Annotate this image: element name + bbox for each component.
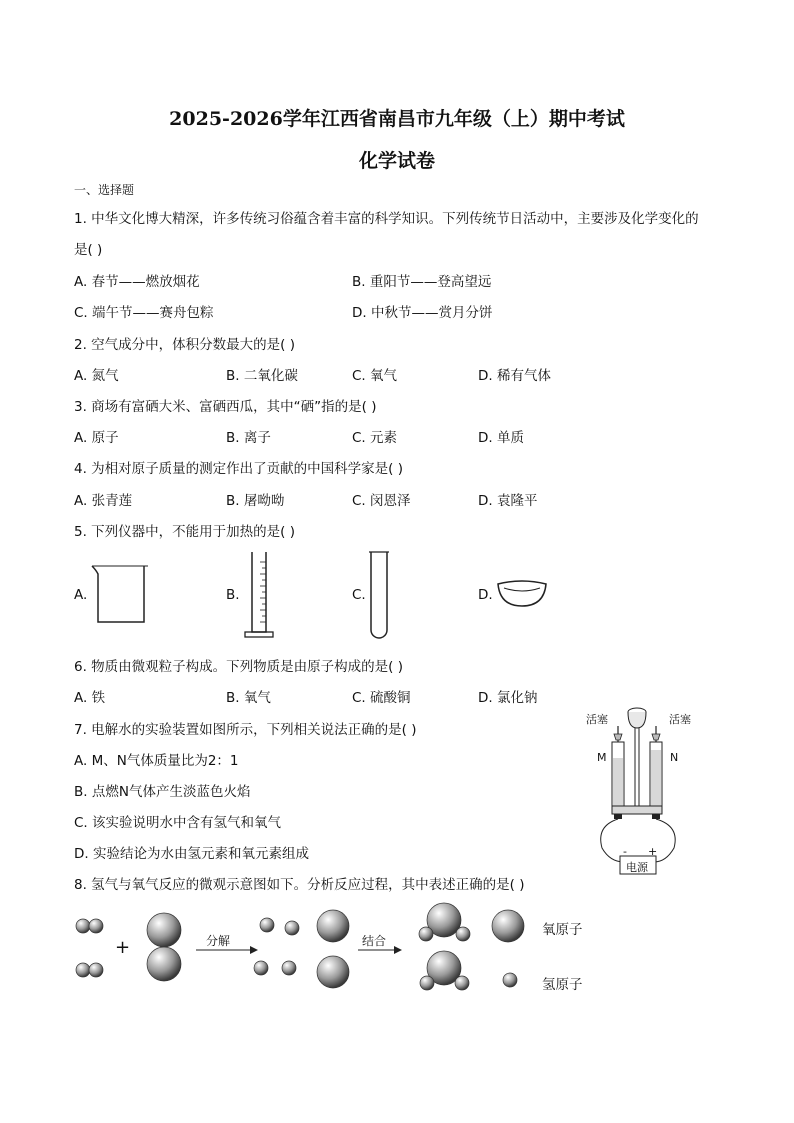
graduated-cylinder-icon [242,550,276,640]
question-1-stem-cont: 是( ) [74,242,103,258]
q4-option-c[interactable]: C. 闵恩泽 [352,493,411,509]
q4-option-b[interactable]: B. 屠呦呦 [226,493,285,509]
question-2-stem: 2. 空气成分中，体积分数最大的是( ) [74,337,295,353]
q6-option-d[interactable]: D. 氯化钠 [478,690,538,706]
q2-option-b[interactable]: B. 二氧化碳 [226,368,298,384]
page-title: 2025-2026学年江西省南昌市九年级（上）期中考试 [169,108,625,130]
minus-terminal-label: - [623,845,627,858]
question-8-stem: 8. 氢气与氧气反应的微观示意图如下。分析反应过程，其中表述正确的是( ) [74,877,525,893]
legend-hydrogen-atom: 氢原子 [542,977,583,993]
valve-right-label: 活塞 [669,713,691,726]
question-3-stem: 3. 商场有富硒大米、富硒西瓜，其中“硒”指的是( ) [74,399,377,415]
q3-option-d[interactable]: D. 单质 [478,430,524,446]
valve-left-label: 活塞 [586,713,608,726]
q4-option-a[interactable]: A. 张青莲 [74,493,133,509]
question-1-stem: 1. 中华文化博大精深，许多传统习俗蕴含着丰富的科学知识。下列传统节日活动中，主要涉及化学变化的 [74,211,699,227]
evaporating-dish-icon [496,580,548,610]
legend-oxygen-atom: 氧原子 [542,922,583,938]
test-tube-icon [367,550,391,642]
question-6-stem: 6. 物质由微观粒子构成。下列物质是由原子构成的是( ) [74,659,403,675]
q2-option-c[interactable]: C. 氧气 [352,368,398,384]
q3-option-b[interactable]: B. 离子 [226,430,271,446]
beaker-icon [88,562,152,626]
q1-option-d[interactable]: D. 中秋节——赏月分饼 [352,305,493,321]
q2-option-d[interactable]: D. 稀有气体 [478,368,551,384]
page-subtitle: 化学试卷 [358,150,435,172]
q2-option-a[interactable]: A. 氮气 [74,368,119,384]
q3-option-a[interactable]: A. 原子 [74,430,119,446]
question-5-stem: 5. 下列仪器中，不能用于加热的是( ) [74,524,295,540]
reaction-plus-sign: + [115,937,131,958]
q7-option-c[interactable]: C. 该实验说明水中含有氢气和氧气 [74,815,282,831]
section-heading: 一、选择题 [74,183,135,197]
power-supply-label: 电源 [626,861,648,874]
q5-option-c[interactable]: C. [352,587,366,603]
decompose-label: 分解 [206,934,231,948]
q1-option-a[interactable]: A. 春节——燃放烟花 [74,274,200,290]
q5-option-b[interactable]: B. [226,587,240,603]
tube-n-label: N [670,751,679,764]
question-4-stem: 4. 为相对原子质量的测定作出了贡献的中国科学家是( ) [74,461,403,477]
q3-option-c[interactable]: C. 元素 [352,430,398,446]
q1-option-c[interactable]: C. 端午节——赛舟包粽 [74,305,214,321]
q4-option-d[interactable]: D. 袁隆平 [478,493,538,509]
q7-option-b[interactable]: B. 点燃N气体产生淡蓝色火焰 [74,784,251,800]
q6-option-c[interactable]: C. 硫酸铜 [352,690,411,706]
question-7-stem: 7. 电解水的实验装置如图所示，下列相关说法正确的是( ) [74,722,417,738]
plus-terminal-label: + [648,845,658,858]
q5-option-a[interactable]: A. [74,587,88,603]
q7-option-a[interactable]: A. M、N气体质量比为2：1 [74,753,239,769]
q5-option-d[interactable]: D. [478,587,493,603]
q7-option-d[interactable]: D. 实验结论为水由氢元素和氧元素组成 [74,846,309,862]
q6-option-a[interactable]: A. 铁 [74,690,106,706]
combine-label: 结合 [362,934,387,948]
tube-m-label: M [597,751,607,764]
q6-option-b[interactable]: B. 氧气 [226,690,271,706]
q1-option-b[interactable]: B. 重阳节——登高望远 [352,274,492,290]
